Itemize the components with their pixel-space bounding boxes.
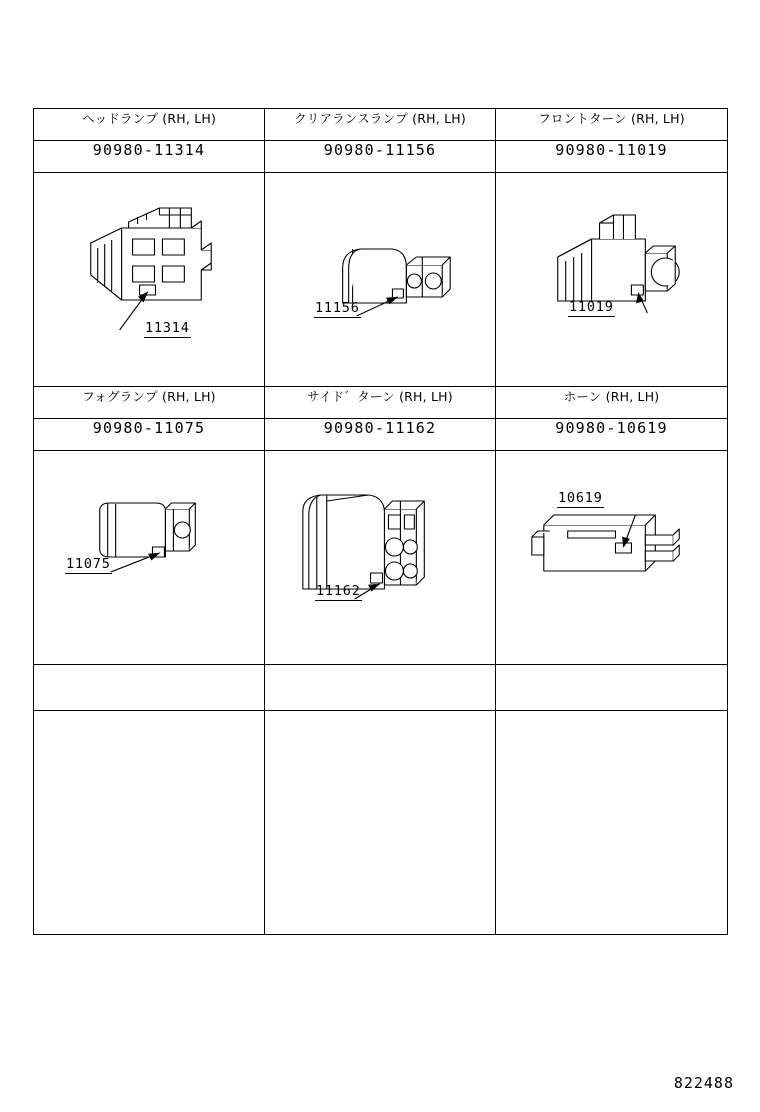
- part-name-headlamp: ヘッドランプ (RH, LH): [34, 109, 265, 141]
- figure-cell-empty-1: [34, 711, 265, 935]
- part-number-clearance-lamp: 90980-11156: [265, 141, 496, 173]
- figure-cell-empty-3: [496, 711, 728, 935]
- part-name-horn: ホーン (RH, LH): [496, 387, 728, 419]
- part-name-empty-2: [265, 665, 496, 711]
- part-name-fog-lamp: フォグランプ (RH, LH): [34, 387, 265, 419]
- connector-illustration-horn: [496, 451, 727, 664]
- callout-headlamp: 11314: [145, 320, 190, 336]
- part-number-horn: 90980-10619: [496, 419, 728, 451]
- connector-illustration-fog-lamp: [34, 451, 264, 664]
- table-row-figures-2: [34, 451, 728, 665]
- figure-cell-headlamp: [34, 173, 265, 387]
- part-name-front-turn: フロントターン (RH, LH): [496, 109, 728, 141]
- connector-illustration-side-turn: [265, 451, 495, 664]
- figure-cell-horn: [496, 451, 728, 665]
- table-row-numbers-1: [34, 141, 728, 173]
- part-name-empty-1: [34, 665, 265, 711]
- connector-illustration-front-turn: [496, 173, 727, 386]
- connector-parts-table: [33, 108, 728, 935]
- table-row-names-1: [34, 109, 728, 141]
- connector-illustration-clearance-lamp: [265, 173, 495, 386]
- callout-front-turn: 11019: [569, 299, 614, 315]
- part-number-front-turn: 90980-11019: [496, 141, 728, 173]
- table-row-numbers-2: [34, 419, 728, 451]
- part-number-headlamp: 90980-11314: [34, 141, 265, 173]
- part-number-fog-lamp: 90980-11075: [34, 419, 265, 451]
- figure-cell-clearance-lamp: [265, 173, 496, 387]
- callout-horn: 10619: [558, 490, 603, 506]
- table-row-names-3: [34, 665, 728, 711]
- callout-fog-lamp: 11075: [66, 556, 111, 572]
- table-row-figures-3: [34, 711, 728, 935]
- part-name-clearance-lamp: クリアランスランプ (RH, LH): [265, 109, 496, 141]
- table-row-names-2: [34, 387, 728, 419]
- callout-clearance-lamp: 11156: [315, 300, 360, 316]
- connector-illustration-headlamp: [34, 173, 264, 386]
- sheet-code: 822488: [673, 1074, 734, 1092]
- figure-cell-fog-lamp: [34, 451, 265, 665]
- figure-cell-empty-2: [265, 711, 496, 935]
- part-number-side-turn: 90980-11162: [265, 419, 496, 451]
- part-name-side-turn: サイド゛ターン (RH, LH): [265, 387, 496, 419]
- callout-side-turn: 11162: [316, 583, 361, 599]
- figure-cell-side-turn: [265, 451, 496, 665]
- part-name-empty-3: [496, 665, 728, 711]
- figure-cell-front-turn: [496, 173, 728, 387]
- table-row-figures-1: [34, 173, 728, 387]
